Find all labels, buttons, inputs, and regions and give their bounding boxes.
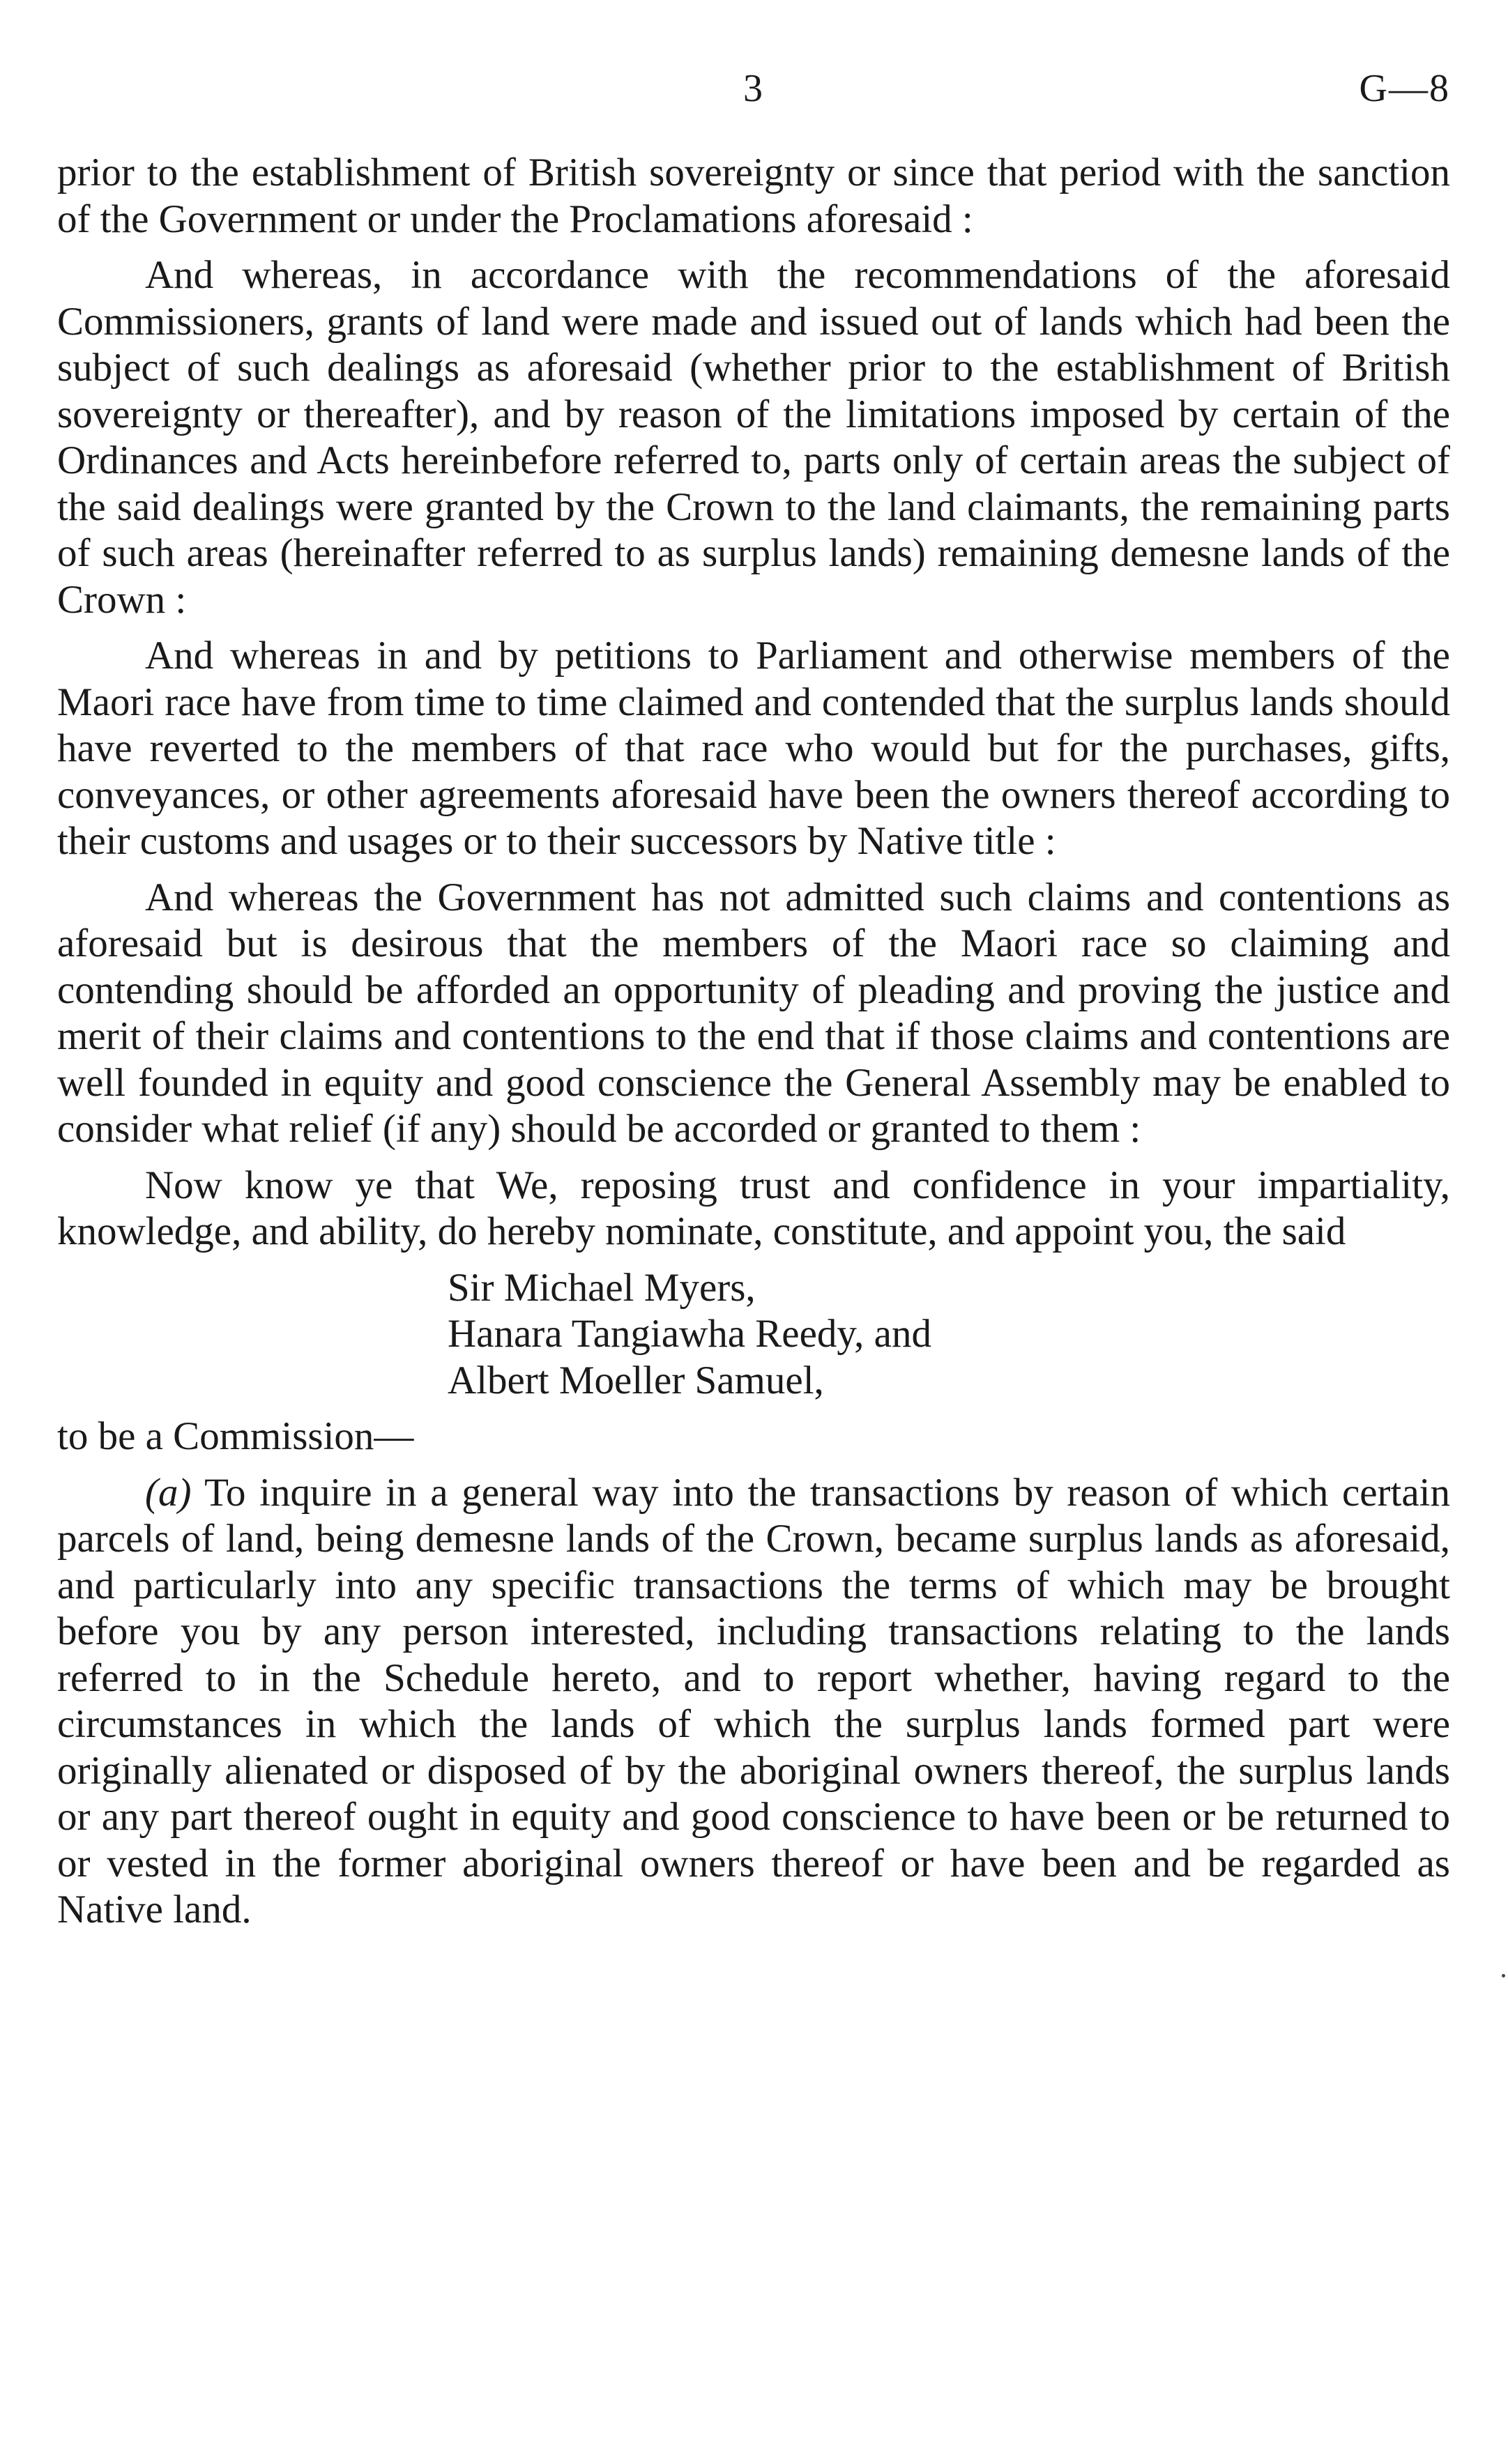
- page-number: 3: [743, 67, 764, 110]
- paragraph-continuation: prior to the establishment of British sovereignty or since that period with the sanction of the Government or under the Proclamations aforesaid :: [57, 151, 1450, 241]
- paragraph-petitions: And whereas in and by petitions to Parliament and otherwise members of the Maori race have from time to time claimed and contended that the surplus lands should have reverted to the members of that race who would but for the purchases, gifts, conveyances, or other agreements aforesaid have been the owners thereof according to their customs and usages or to their successors by Native title :: [57, 634, 1450, 863]
- clause-a-label: (a): [145, 1470, 192, 1515]
- commissioner-name: Hanara Tangiawha Reedy, and: [448, 1312, 931, 1356]
- paragraph-appointment: Now know ye that We, reposing trust and confidence in your impartiality, knowledge, and ability, do hereby nominate, constitute, and appoint you, the said: [57, 1163, 1450, 1253]
- page-header: [57, 64, 1450, 113]
- commission-intro: to be a Commission—: [57, 1414, 414, 1458]
- paragraph-surplus-lands: And whereas, in accordance with the recommendations of the aforesaid Commissioners, grants of land were made and issued out of lands which had been the subject of such dealings as aforesaid (whether prior to the establishment of British sovereignty or thereafter), and by reason of the limitations imposed by certain of the Ordinances and Acts hereinbefore referred to, parts only of certain areas the subject of the said dealings were granted by the Crown to the land claimants, the remaining parts of such areas (hereinafter referred to as surplus lands) remaining demesne lands of the Crown :: [57, 253, 1450, 622]
- document-reference: G—8: [1359, 67, 1450, 110]
- document-body: [57, 150, 1450, 1943]
- clause-a-text: To inquire in a general way into the transactions by reason of which certain parcels of land, being demesne lands of the Crown, became surplus lands as aforesaid, and particularly into any specific transactions the terms of which may be brought before you by any person interested, including transactions relating to the lands referred to in the Schedule hereto, and to report whether, having regard to the circumstances in which the lands of which the surplus lands formed part were originally alienated or disposed of by the aboriginal owners thereof, the surplus lands or any part thereof ought in equity and good conscience to have been or be returned to or vested in the former aboriginal owners thereof or have been and be regarded as Native land.: [57, 1470, 1450, 1931]
- commissioner-name: Albert Moeller Samuel,: [448, 1358, 824, 1402]
- paragraph-government-position: And whereas the Government has not admitted such claims and contentions as aforesaid but is desirous that the members of the Maori race so claiming and contending should be afforded an opportunity of pleading and proving the justice and merit of their claims and contentions to the end that if those claims and contentions are well founded in equity and good conscience the General Assembly may be enabled to consider what relief (if any) should be accorded or granted to them :: [57, 875, 1450, 1151]
- clause-a: [57, 1470, 1450, 1934]
- commissioner-list: [448, 1265, 1450, 1405]
- margin-mark: [1502, 1974, 1505, 1977]
- commissioner-name: Sir Michael Myers,: [448, 1265, 756, 1310]
